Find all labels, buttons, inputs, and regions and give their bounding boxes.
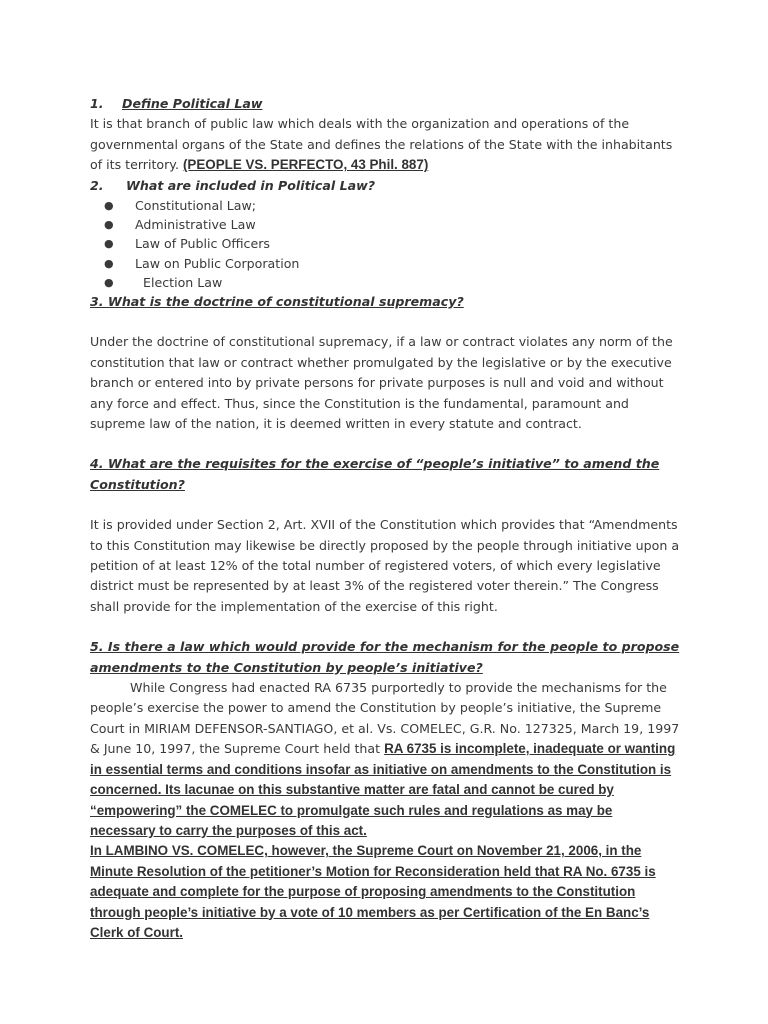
list-item: ● Administrative Law — [104, 215, 680, 234]
list-item: ● Law on Public Corporation — [104, 254, 680, 273]
bullet-icon: ● — [104, 256, 114, 270]
question-2-heading — [90, 176, 680, 196]
question-2-title: What are included in Political Law? — [126, 177, 376, 193]
document-page — [90, 94, 680, 943]
lambino-holding: In LAMBINO VS. COMELEC, however, the Supreme Court on November 21, 2006, in the Minute Resolution of the petitioner’s Motion for Reconsideration held that RA No. 6735 is adequate and complete for the purpose of proposing amendments to the Constitution through people’s initiative by a vote of 10 members as per Certification of the En Banc’s Clerk of Court. — [90, 843, 656, 940]
question-5-heading: 5. Is there a law which would provide for the mechanism for the people to propose amendments to the Constitution by people’s initiative? — [90, 639, 680, 675]
question-1-citation: (PEOPLE VS. PERFECTO, 43 Phil. 887) — [182, 157, 429, 173]
question-1-number: 1. — [90, 96, 104, 111]
list-item: ● Election Law — [104, 273, 680, 292]
spacer — [90, 312, 680, 332]
bullet-icon: ● — [104, 275, 114, 289]
bullet-icon: ● — [104, 218, 114, 232]
question-3-answer: Under the doctrine of constitutional supremacy, if a law or contract violates any norm of the constitution that law or contract whether promulgated by the legislative or by the executive branch or entered into by private persons for private purposes is null and void and without any force and effect. Thus, since the Constitution is the fundamental, paramount and supreme law of the nation, it is deemed written in every statute and contract. — [90, 334, 673, 431]
question-1-heading — [90, 94, 680, 114]
question-5-answer — [90, 678, 680, 841]
question-1-body: It is that branch of public law which deals with the organization and operations of the governmental organs of the State and defines the relations of the State with the inhabitants of its territory. — [90, 116, 673, 173]
question-5-holding: RA 6735 is incomplete, inadequate or wanting in essential terms and conditions insofar as initiative on amendments to the Constitution is concerned. Its lacunae on this substantive matter are fatal and cannot be cured by “empowering” the COMELEC to promulgate such rules and regulations as may be necessary to carry the purposes of this act. — [90, 741, 676, 838]
political-law-list — [90, 196, 680, 292]
list-item: ● Constitutional Law; — [104, 196, 680, 215]
bullet-icon: ● — [104, 199, 114, 213]
question-3-heading: 3. What is the doctrine of constitutional supremacy? — [90, 293, 464, 309]
question-4-answer: It is provided under Section 2, Art. XVII of the Constitution which provides that “Amendments to this Constitution may likewise be directly proposed by the people through initiative upon a petition of at least 12% of the total number of registered voters, of which every legislative district must be represented by at least 3% of the registered voter therein.” The Congress shall provide for the implementation of the exercise of this right. — [90, 517, 680, 614]
bullet-icon: ● — [104, 237, 114, 251]
spacer — [90, 495, 680, 515]
question-1-title: Define Political Law — [122, 96, 263, 111]
question-4-heading: 4. What are the requisites for the exercise of “people’s initiative” to amend the Constitution? — [90, 456, 660, 492]
question-1-answer — [90, 114, 680, 175]
question-2-number: 2. — [90, 177, 104, 193]
list-item: ● Law of Public Officers — [104, 234, 680, 253]
question-5-body: While Congress had enacted RA 6735 purportedly to provide the mechanisms for the people’s exercise the power to amend the Constitution by people’s initiative, the Supreme Court in MIRIAM DEFENSOR-SANTIAGO, et al. Vs. COMELEC, G.R. No. 127325, March 19, 1997 & June 10, 1997, the Supreme Court held that — [90, 680, 680, 757]
spacer — [90, 617, 680, 637]
spacer — [90, 434, 680, 454]
